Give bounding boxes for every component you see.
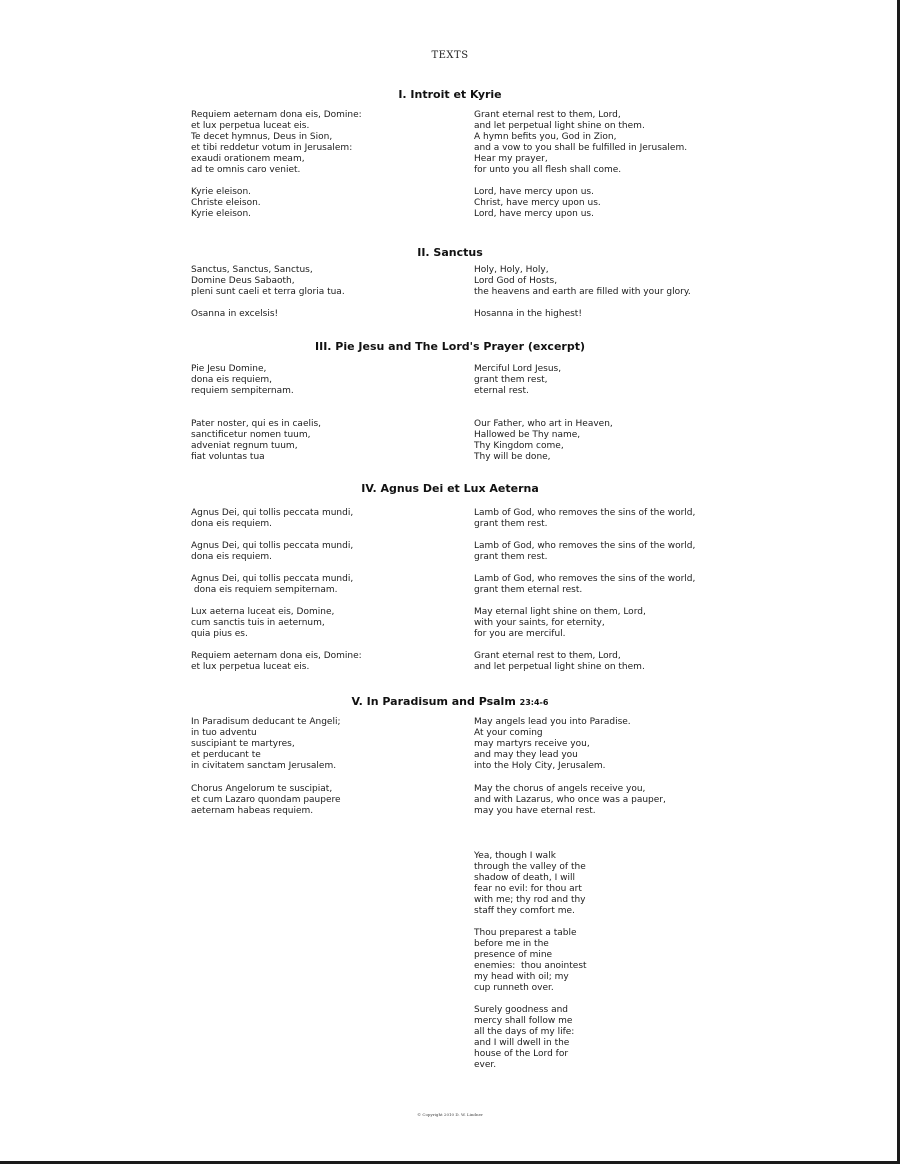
- kyrie-english-stanza: Lord, have mercy upon us. Christ, have mercy upon us. Lord, have mercy upon us.: [474, 187, 601, 219]
- copyright-notice: © Copyright 2010 D. W. Lindner: [417, 1112, 483, 1117]
- osanna-latin-stanza: Osanna in excelsis!: [191, 309, 279, 319]
- agnus-latin-stanza-3: Agnus Dei, qui tollis peccata mundi, dona eis requiem sempiternam.: [191, 574, 354, 595]
- section-heading-in-paradisum: [0, 695, 900, 708]
- pie-jesu-english-stanza: Merciful Lord Jesus, grant them rest, eternal rest.: [474, 364, 562, 396]
- sanctus-latin-stanza: Sanctus, Sanctus, Sanctus, Domine Deus Sabaoth, pleni sunt caeli et terra gloria tua.: [191, 265, 345, 297]
- kyrie-latin-stanza: Kyrie eleison. Christe eleison. Kyrie eleison.: [191, 187, 261, 219]
- lux-aeterna-english-stanza: May eternal light shine on them, Lord, with your saints, for eternity, for you are merciful.: [474, 607, 646, 639]
- agnus-english-stanza-1: Lamb of God, who removes the sins of the world, grant them rest.: [474, 508, 696, 529]
- psalm-stanza-2: Thou preparest a table before me in the presence of mine enemies: thou anointest my head with oil; my cup runneth over.: [474, 928, 587, 993]
- section-heading-pie-jesu: III. Pie Jesu and The Lord's Prayer (excerpt): [315, 340, 585, 353]
- in-paradisum-english-stanza: May angels lead you into Paradise. At your coming may martyrs receive you, and may they lead you into the Holy City, Jerusalem.: [474, 717, 631, 771]
- agnus-english-stanza-2: Lamb of God, who removes the sins of the world, grant them rest.: [474, 541, 696, 562]
- requiem-english-stanza: Grant eternal rest to them, Lord, and let perpetual light shine on them.: [474, 651, 645, 672]
- section-heading-agnus-dei: IV. Agnus Dei et Lux Aeterna: [361, 482, 539, 495]
- agnus-latin-stanza-2: Agnus Dei, qui tollis peccata mundi, dona eis requiem.: [191, 541, 354, 562]
- sanctus-english-stanza: Holy, Holy, Holy, Lord God of Hosts, the heavens and earth are filled with your glory.: [474, 265, 691, 297]
- psalm-stanza-3: Surely goodness and mercy shall follow me all the days of my life: and I will dwell in the house of the Lord for ever.: [474, 1005, 575, 1070]
- section-heading-in-paradisum-text: V. In Paradisum and Psalm: [351, 695, 516, 708]
- osanna-english-stanza: Hosanna in the highest!: [474, 309, 582, 319]
- chorus-angelorum-english-stanza: May the chorus of angels receive you, and with Lazarus, who once was a pauper, may you have eternal rest.: [474, 784, 666, 816]
- requiem-latin-stanza: Requiem aeternam dona eis, Domine: et lux perpetua luceat eis.: [191, 651, 362, 672]
- chorus-angelorum-latin-stanza: Chorus Angelorum te suscipiat, et cum Lazaro quondam paupere aeternam habeas requiem.: [191, 784, 341, 816]
- psalm-reference: 23:4-6: [519, 698, 549, 707]
- section-heading-introit: I. Introit et Kyrie: [398, 88, 502, 101]
- page-title: TEXTS: [431, 50, 469, 61]
- section-heading-sanctus: II. Sanctus: [417, 246, 483, 259]
- pater-noster-latin-stanza: Pater noster, qui es in caelis, sanctificetur nomen tuum, adveniat regnum tuum, fiat voluntas tua: [191, 419, 322, 462]
- introit-english-stanza: Grant eternal rest to them, Lord, and let perpetual light shine on them. A hymn befits you, God in Zion, and a vow to you shall be fulfilled in Jerusalem. Hear my prayer, for unto you all flesh shall come.: [474, 110, 688, 175]
- agnus-english-stanza-3: Lamb of God, who removes the sins of the world, grant them eternal rest.: [474, 574, 696, 595]
- psalm-stanza-1: Yea, though I walk through the valley of the shadow of death, I will fear no evil: for thou art with me; thy rod and thy staff they comfort me.: [474, 851, 586, 916]
- agnus-latin-stanza-1: Agnus Dei, qui tollis peccata mundi, dona eis requiem.: [191, 508, 354, 529]
- our-father-english-stanza: Our Father, who art in Heaven, Hallowed be Thy name, Thy Kingdom come, Thy will be done,: [474, 419, 613, 462]
- in-paradisum-latin-stanza: In Paradisum deducant te Angeli; in tuo adventu suscipiant te martyres, et perducant te in civitatem sanctam Jerusalem.: [191, 717, 341, 771]
- introit-latin-stanza: Requiem aeternam dona eis, Domine: et lux perpetua luceat eis. Te decet hymnus, Deus in Sion, et tibi reddetur votum in Jerusalem: exaudi orationem meam, ad te omnis caro veniet.: [191, 110, 362, 175]
- lux-aeterna-latin-stanza: Lux aeterna luceat eis, Domine, cum sanctis tuis in aeternum, quia pius es.: [191, 607, 335, 639]
- pie-jesu-latin-stanza: Pie Jesu Domine, dona eis requiem, requiem sempiternam.: [191, 364, 294, 396]
